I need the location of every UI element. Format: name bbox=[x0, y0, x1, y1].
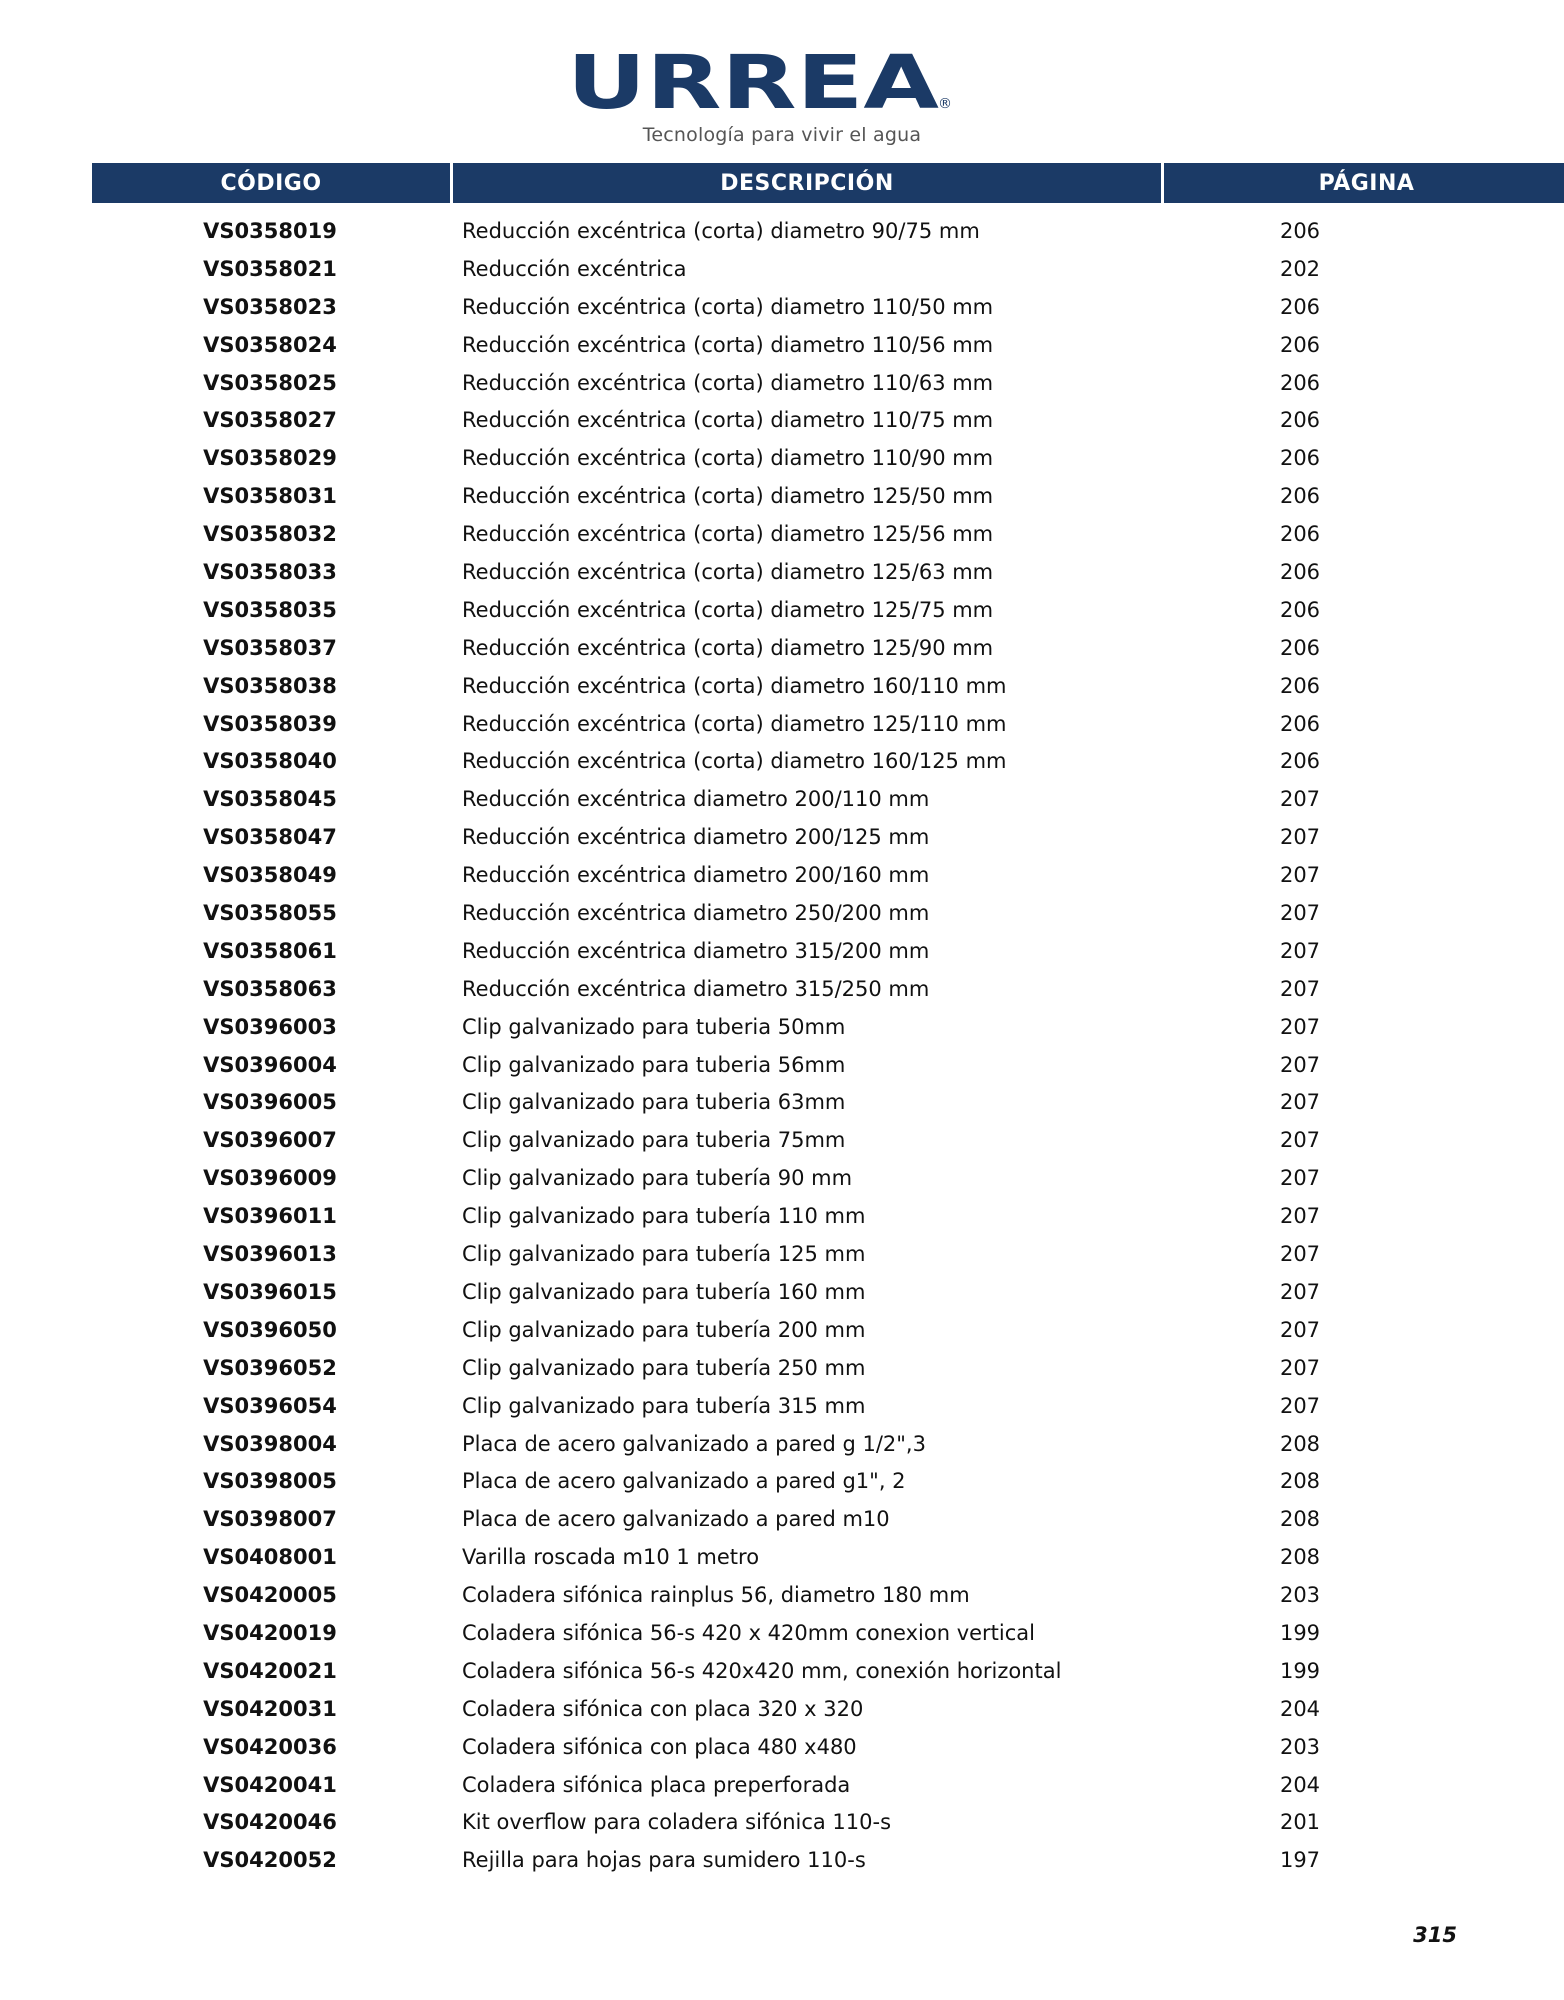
cell-description: Clip galvanizado para tubería 250 mm bbox=[462, 1355, 866, 1380]
cell-page: 208 bbox=[1279, 1431, 1321, 1456]
cell-description: Reducción excéntrica (corta) diametro 125/110 mm bbox=[462, 711, 1007, 736]
column-header-page: PÁGINA bbox=[1164, 163, 1564, 203]
brand-header bbox=[0, 40, 1564, 146]
cell-page: 204 bbox=[1279, 1772, 1321, 1797]
cell-page: 207 bbox=[1279, 1166, 1321, 1191]
cell-code: VS0396003 bbox=[203, 1014, 337, 1039]
cell-page: 207 bbox=[1279, 863, 1321, 888]
cell-description: Reducción excéntrica (corta) diametro 110/63 mm bbox=[462, 370, 994, 395]
cell-description: Reducción excéntrica (corta) diametro 90/75 mm bbox=[462, 219, 980, 243]
cell-code: VS0358045 bbox=[203, 787, 337, 812]
cell-page: 207 bbox=[1279, 976, 1321, 1001]
brand-logo bbox=[566, 40, 952, 126]
cell-description: Clip galvanizado para tubería 90 mm bbox=[462, 1166, 853, 1191]
cell-code: VS0358032 bbox=[203, 522, 337, 547]
cell-code: VS0420036 bbox=[203, 1734, 337, 1759]
table-row bbox=[0, 1577, 1564, 1615]
cell-description: Placa de acero galvanizado a pared m10 bbox=[462, 1507, 890, 1532]
table-row bbox=[0, 1198, 1564, 1236]
cell-code: VS0358029 bbox=[203, 446, 337, 471]
cell-code: VS0358061 bbox=[203, 938, 337, 963]
cell-page: 203 bbox=[1279, 1734, 1321, 1759]
cell-description: Clip galvanizado para tuberia 50mm bbox=[462, 1014, 846, 1039]
cell-page: 207 bbox=[1279, 938, 1321, 963]
cell-code: VS0396004 bbox=[203, 1052, 337, 1077]
table-row bbox=[0, 478, 1564, 516]
cell-code: VS0420005 bbox=[203, 1583, 337, 1608]
cell-page: 206 bbox=[1279, 749, 1321, 774]
cell-page: 208 bbox=[1279, 1507, 1321, 1532]
cell-code: VS0396009 bbox=[203, 1166, 337, 1191]
cell-code: VS0398007 bbox=[203, 1507, 337, 1532]
cell-description: Clip galvanizado para tubería 200 mm bbox=[462, 1317, 866, 1342]
cell-description: Clip galvanizado para tubería 110 mm bbox=[462, 1204, 866, 1229]
cell-page: 206 bbox=[1279, 332, 1321, 357]
cell-page: 206 bbox=[1279, 560, 1321, 585]
table-row bbox=[0, 1047, 1564, 1085]
cell-description: Reducción excéntrica (corta) diametro 125/63 mm bbox=[462, 560, 994, 585]
cell-page: 197 bbox=[1279, 1848, 1321, 1873]
cell-code: VS0358063 bbox=[203, 976, 337, 1001]
cell-description: Coladera sifónica con placa 480 x480 bbox=[462, 1734, 857, 1759]
cell-page: 204 bbox=[1279, 1696, 1321, 1721]
cell-page: 207 bbox=[1279, 1204, 1321, 1229]
cell-code: VS0398005 bbox=[203, 1469, 337, 1494]
table-row bbox=[0, 213, 1564, 251]
cell-description: Clip galvanizado para tubería 315 mm bbox=[462, 1393, 866, 1418]
cell-description: Coladera sifónica 56-s 420x420 mm, conexión horizontal bbox=[462, 1658, 1062, 1683]
table-row bbox=[0, 554, 1564, 592]
cell-code: VS0408001 bbox=[203, 1545, 337, 1570]
cell-page: 206 bbox=[1279, 219, 1321, 243]
cell-description: Reducción excéntrica (corta) diametro 125/75 mm bbox=[462, 597, 994, 622]
cell-description: Reducción excéntrica diametro 200/125 mm bbox=[462, 825, 930, 850]
table-row bbox=[0, 630, 1564, 668]
cell-code: VS0358049 bbox=[203, 863, 337, 888]
cell-code: VS0358027 bbox=[203, 408, 337, 433]
cell-description: Reducción excéntrica diametro 315/250 mm bbox=[462, 976, 930, 1001]
cell-description: Reducción excéntrica (corta) diametro 110/90 mm bbox=[462, 446, 994, 471]
cell-code: VS0398004 bbox=[203, 1431, 337, 1456]
cell-code: VS0358021 bbox=[203, 256, 337, 281]
cell-page: 202 bbox=[1279, 256, 1321, 281]
cell-code: VS0396054 bbox=[203, 1393, 337, 1418]
cell-code: VS0396013 bbox=[203, 1242, 337, 1267]
table-row bbox=[0, 1236, 1564, 1274]
cell-description: Clip galvanizado para tubería 125 mm bbox=[462, 1242, 866, 1267]
cell-page: 206 bbox=[1279, 635, 1321, 660]
cell-description: Varilla roscada m10 1 metro bbox=[462, 1545, 760, 1570]
cell-page: 207 bbox=[1279, 787, 1321, 812]
page-number: 315 bbox=[1413, 1923, 1457, 1947]
cell-code: VS0358024 bbox=[203, 332, 337, 357]
cell-description: Clip galvanizado para tuberia 63mm bbox=[462, 1090, 846, 1115]
table-row bbox=[0, 743, 1564, 781]
table-body bbox=[0, 213, 1564, 1880]
table-row bbox=[0, 516, 1564, 554]
cell-page: 203 bbox=[1279, 1583, 1321, 1608]
cell-code: VS0396005 bbox=[203, 1090, 337, 1115]
cell-page: 206 bbox=[1279, 408, 1321, 433]
cell-description: Reducción excéntrica (corta) diametro 125/56 mm bbox=[462, 522, 994, 547]
cell-description: Reducción excéntrica (corta) diametro 160/125 mm bbox=[462, 749, 1007, 774]
brand-logo-wordmark: URREA bbox=[566, 40, 940, 126]
brand-tagline: Tecnología para vivir el agua bbox=[642, 124, 922, 146]
cell-code: VS0358040 bbox=[203, 749, 337, 774]
cell-page: 207 bbox=[1279, 1317, 1321, 1342]
table-row bbox=[0, 1312, 1564, 1350]
cell-page: 208 bbox=[1279, 1469, 1321, 1494]
cell-description: Reducción excéntrica (corta) diametro 110/50 mm bbox=[462, 294, 994, 319]
cell-code: VS0358031 bbox=[203, 484, 337, 509]
table-row bbox=[0, 592, 1564, 630]
table-row bbox=[0, 668, 1564, 706]
cell-page: 206 bbox=[1279, 673, 1321, 698]
cell-page: 207 bbox=[1279, 1052, 1321, 1077]
cell-page: 207 bbox=[1279, 1128, 1321, 1153]
cell-description: Placa de acero galvanizado a pared g1", 2 bbox=[462, 1469, 906, 1494]
cell-page: 206 bbox=[1279, 484, 1321, 509]
column-header-code: CÓDIGO bbox=[92, 163, 450, 203]
table-row bbox=[0, 1084, 1564, 1122]
cell-description: Coladera sifónica rainplus 56, diametro 180 mm bbox=[462, 1583, 970, 1608]
table-row bbox=[0, 781, 1564, 819]
table-row bbox=[0, 327, 1564, 365]
cell-code: VS0420052 bbox=[203, 1848, 337, 1873]
cell-page: 206 bbox=[1279, 446, 1321, 471]
cell-description: Reducción excéntrica diametro 200/110 mm bbox=[462, 787, 930, 812]
table-row bbox=[0, 895, 1564, 933]
cell-code: VS0358055 bbox=[203, 901, 337, 926]
cell-description: Reducción excéntrica bbox=[462, 256, 687, 281]
registered-mark: ® bbox=[937, 96, 952, 112]
table-row bbox=[0, 857, 1564, 895]
cell-code: VS0420019 bbox=[203, 1620, 337, 1645]
cell-description: Coladera sifónica placa preperforada bbox=[462, 1772, 851, 1797]
cell-code: VS0396011 bbox=[203, 1204, 337, 1229]
cell-code: VS0358039 bbox=[203, 711, 337, 736]
cell-description: Clip galvanizado para tuberia 56mm bbox=[462, 1052, 846, 1077]
cell-page: 207 bbox=[1279, 825, 1321, 850]
cell-page: 201 bbox=[1279, 1810, 1321, 1835]
cell-description: Reducción excéntrica diametro 200/160 mm bbox=[462, 863, 930, 888]
cell-code: VS0358037 bbox=[203, 635, 337, 660]
table-row bbox=[0, 440, 1564, 478]
cell-description: Coladera sifónica con placa 320 x 320 bbox=[462, 1696, 864, 1721]
cell-code: VS0396007 bbox=[203, 1128, 337, 1153]
cell-description: Reducción excéntrica diametro 315/200 mm bbox=[462, 938, 930, 963]
cell-page: 207 bbox=[1279, 1242, 1321, 1267]
table-row bbox=[0, 1122, 1564, 1160]
cell-page: 207 bbox=[1279, 1090, 1321, 1115]
table-row bbox=[0, 1350, 1564, 1388]
cell-code: VS0420041 bbox=[203, 1772, 337, 1797]
cell-code: VS0420046 bbox=[203, 1810, 337, 1835]
table-row bbox=[0, 1767, 1564, 1805]
table-row bbox=[0, 1160, 1564, 1198]
cell-code: VS0358047 bbox=[203, 825, 337, 850]
cell-description: Coladera sifónica 56-s 420 x 420mm conexion vertical bbox=[462, 1620, 1035, 1645]
table-row bbox=[0, 1426, 1564, 1464]
cell-page: 206 bbox=[1279, 294, 1321, 319]
cell-description: Reducción excéntrica (corta) diametro 160/110 mm bbox=[462, 673, 1007, 698]
table-row bbox=[0, 251, 1564, 289]
table-row bbox=[0, 1842, 1564, 1880]
table-row bbox=[0, 819, 1564, 857]
table-row bbox=[0, 1804, 1564, 1842]
cell-code: VS0396052 bbox=[203, 1355, 337, 1380]
cell-page: 207 bbox=[1279, 1355, 1321, 1380]
cell-code: VS0358023 bbox=[203, 294, 337, 319]
table-row bbox=[0, 1274, 1564, 1312]
cell-description: Clip galvanizado para tubería 160 mm bbox=[462, 1279, 866, 1304]
cell-description: Reducción excéntrica (corta) diametro 125/50 mm bbox=[462, 484, 994, 509]
table-row bbox=[0, 1691, 1564, 1729]
table-row bbox=[0, 706, 1564, 744]
cell-code: VS0358038 bbox=[203, 673, 337, 698]
cell-page: 206 bbox=[1279, 522, 1321, 547]
table-row bbox=[0, 365, 1564, 403]
table-row bbox=[0, 1615, 1564, 1653]
table-row bbox=[0, 933, 1564, 971]
cell-code: VS0396015 bbox=[203, 1279, 337, 1304]
table-row bbox=[0, 289, 1564, 327]
cell-page: 208 bbox=[1279, 1545, 1321, 1570]
column-header-description: DESCRIPCIÓN bbox=[453, 163, 1161, 203]
cell-page: 199 bbox=[1279, 1620, 1321, 1645]
table-row bbox=[0, 1539, 1564, 1577]
cell-page: 207 bbox=[1279, 1393, 1321, 1418]
cell-code: VS0358033 bbox=[203, 560, 337, 585]
cell-description: Reducción excéntrica (corta) diametro 110/75 mm bbox=[462, 408, 994, 433]
cell-code: VS0420031 bbox=[203, 1696, 337, 1721]
table-row bbox=[0, 971, 1564, 1009]
cell-code: VS0358019 bbox=[203, 219, 337, 243]
table-row bbox=[0, 1388, 1564, 1426]
table-row bbox=[0, 1463, 1564, 1501]
cell-code: VS0420021 bbox=[203, 1658, 337, 1683]
cell-page: 207 bbox=[1279, 1014, 1321, 1039]
cell-page: 207 bbox=[1279, 1279, 1321, 1304]
cell-page: 206 bbox=[1279, 711, 1321, 736]
cell-description: Reducción excéntrica diametro 250/200 mm bbox=[462, 901, 930, 926]
cell-description: Placa de acero galvanizado a pared g 1/2",3 bbox=[462, 1431, 926, 1456]
table-row bbox=[0, 1501, 1564, 1539]
cell-page: 206 bbox=[1279, 370, 1321, 395]
cell-description: Kit overflow para coladera sifónica 110-s bbox=[462, 1810, 892, 1835]
cell-description: Reducción excéntrica (corta) diametro 125/90 mm bbox=[462, 635, 994, 660]
table-row bbox=[0, 402, 1564, 440]
cell-description: Reducción excéntrica (corta) diametro 110/56 mm bbox=[462, 332, 994, 357]
cell-description: Clip galvanizado para tuberia 75mm bbox=[462, 1128, 846, 1153]
table-row bbox=[0, 1729, 1564, 1767]
cell-code: VS0358035 bbox=[203, 597, 337, 622]
cell-code: VS0396050 bbox=[203, 1317, 337, 1342]
table-row bbox=[0, 1653, 1564, 1691]
cell-description: Rejilla para hojas para sumidero 110-s bbox=[462, 1848, 866, 1873]
cell-page: 207 bbox=[1279, 901, 1321, 926]
cell-page: 206 bbox=[1279, 597, 1321, 622]
cell-page: 199 bbox=[1279, 1658, 1321, 1683]
table-row bbox=[0, 1009, 1564, 1047]
cell-code: VS0358025 bbox=[203, 370, 337, 395]
